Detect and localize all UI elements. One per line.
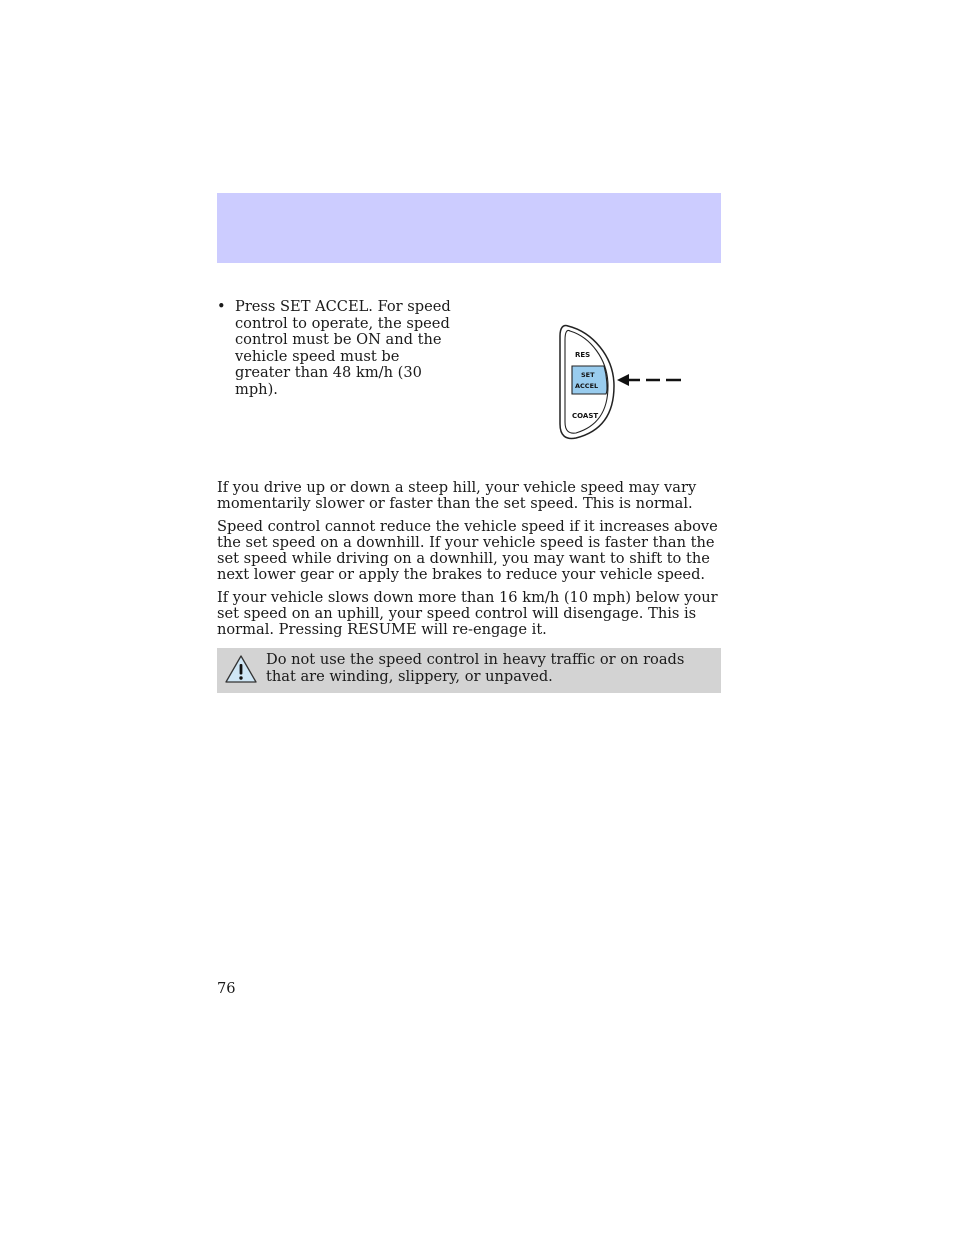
paragraph-steep-hill: If you drive up or down a steep hill, your vehicle speed may vary momentarily slower or faster than the set speed. This is normal. <box>217 479 697 512</box>
coast-label: COAST <box>572 412 599 420</box>
warning-box <box>217 648 721 693</box>
paragraph-uphill: If your vehicle slows down more than 16 km/h (10 mph) below your set speed on an uphill, your speed control will disengage. This is normal. Pressing RESUME will re-engage it. <box>217 589 718 638</box>
warning-triangle-icon <box>224 654 258 684</box>
header-band <box>217 193 721 263</box>
res-label: RES <box>575 351 591 359</box>
bullet-item <box>217 299 457 398</box>
speed-control-switch-illustration <box>552 320 692 444</box>
bullet-text: Press SET ACCEL. For speed control to operate, the speed control must be ON and the vehicle speed must be greater than 48 km/h (30 mph). <box>235 298 451 398</box>
arrow-head-icon <box>617 374 629 386</box>
paragraph-downhill: Speed control cannot reduce the vehicle speed if it increases above the set speed on a downhill. If your vehicle speed is faster than the set speed while driving on a downhill, you may want to shift to the next lower gear or apply the brakes to reduce your vehicle speed. <box>217 518 718 583</box>
page-number: 76 <box>217 980 236 997</box>
bullet-marker: • <box>217 298 226 315</box>
set-label: SET <box>581 371 595 379</box>
warning-text: Do not use the speed control in heavy traffic or on roads that are winding, slippery, or unpaved. <box>266 651 685 685</box>
accel-label: ACCEL <box>575 382 599 390</box>
